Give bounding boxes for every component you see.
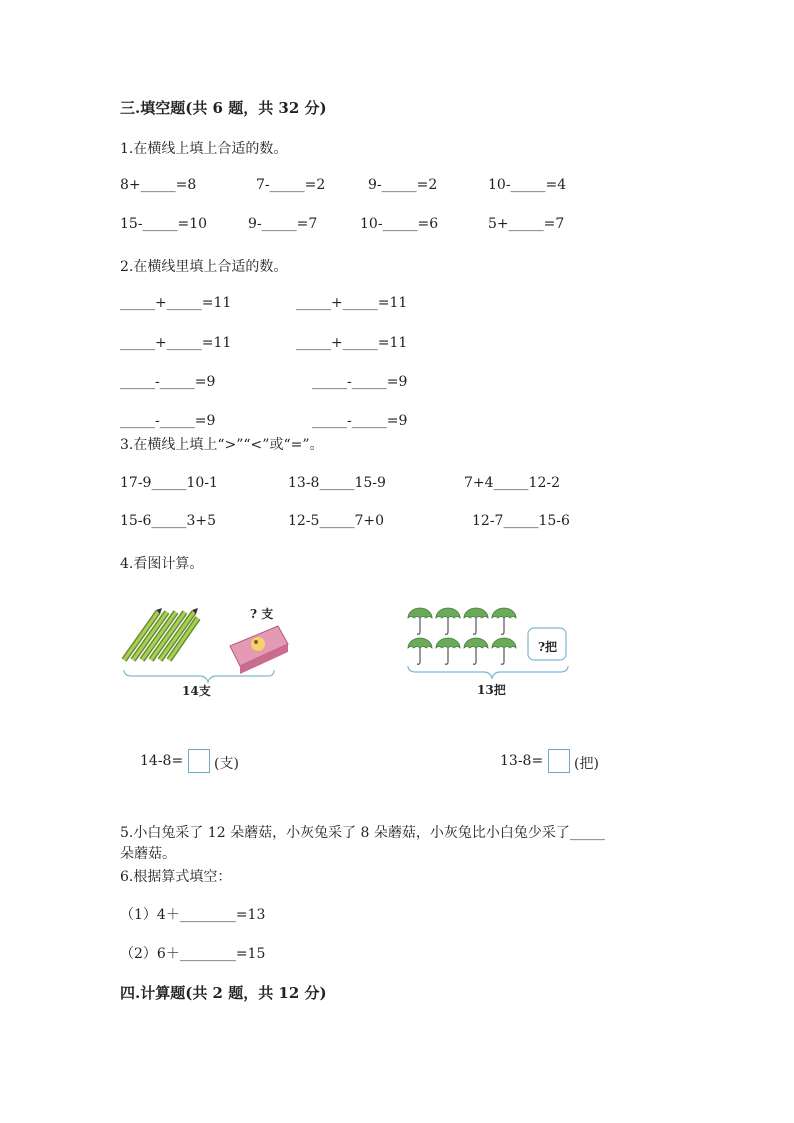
- question-3-prompt: 3.在横线上填上“>”“<”或“=”。: [120, 437, 324, 453]
- q2-item: _____-_____=9: [312, 413, 408, 429]
- q3-item: 15-6_____3+5: [120, 513, 216, 529]
- umbrella-icon: [436, 638, 460, 664]
- q2-item: _____+_____=11: [296, 295, 408, 311]
- q3-item: 13-8_____15-9: [288, 475, 386, 491]
- q1-item: 15-_____=10: [120, 216, 208, 232]
- q1-item: 10-_____=4: [488, 177, 567, 193]
- umbrella-icon: [408, 638, 432, 664]
- question-6-prompt: 6.根据算式填空：: [120, 869, 232, 885]
- q2-item: _____+_____=11: [120, 295, 232, 311]
- question-5-text: 5.小白兔采了 12 朵蘑菇，小灰兔采了 8 朵蘑菇，小灰兔比小白兔少采了_____: [120, 825, 605, 841]
- umbrella-icon: [464, 638, 488, 664]
- q3-item: 7+4_____12-2: [464, 475, 560, 491]
- total-label: 14支: [182, 684, 211, 698]
- answer-box[interactable]: [188, 749, 210, 773]
- question-mark-label: ?把: [538, 640, 558, 654]
- unit-label: (把): [574, 756, 599, 772]
- q2-item: _____-_____=9: [120, 413, 216, 429]
- umbrella-icon: [492, 608, 516, 634]
- umbrella-icon: [464, 608, 488, 634]
- q1-item: 5+_____=7: [488, 216, 565, 232]
- q3-item: 12-5_____7+0: [288, 513, 384, 529]
- unit-label: (支): [214, 756, 239, 772]
- total-label: 13把: [477, 683, 506, 697]
- question-mark-label: ? 支: [250, 607, 274, 621]
- umbrella-icon: [492, 638, 516, 664]
- q1-item: 10-_____=6: [360, 216, 439, 232]
- section-title: 四.计算题(共 2 题，共 12 分): [120, 984, 327, 1002]
- brace: [124, 670, 274, 682]
- q2-item: _____-_____=9: [120, 374, 216, 390]
- q2-item: _____+_____=11: [296, 335, 408, 351]
- q3-item: 12-7_____15-6: [472, 513, 570, 529]
- question-2-prompt: 2.在横线里填上合适的数。: [120, 259, 288, 275]
- q1-item: 9-_____=2: [368, 177, 438, 193]
- q2-item: _____-_____=9: [312, 374, 408, 390]
- q1-item: 9-_____=7: [248, 216, 318, 232]
- section-title: 三.填空题(共 6 题，共 32 分): [120, 99, 327, 117]
- q1-item: 7-_____=2: [256, 177, 326, 193]
- question-4-prompt: 4.看图计算。: [120, 556, 204, 572]
- brace: [408, 666, 568, 678]
- equation-left: 14-8=: [140, 753, 184, 769]
- q3-item: 17-9_____10-1: [120, 475, 218, 491]
- q1-item: 8+_____=8: [120, 177, 197, 193]
- q2-item: _____+_____=11: [120, 335, 232, 351]
- answer-box[interactable]: [548, 749, 570, 773]
- question-5-text-cont: 朵蘑菇。: [120, 846, 176, 862]
- question-1-prompt: 1.在横线上填上合适的数。: [120, 141, 288, 157]
- q6-item: （1）4＋________=13: [120, 907, 266, 923]
- umbrella-icon: [408, 608, 432, 634]
- umbrella-icon: [436, 608, 460, 634]
- pencil-case-icon: [230, 626, 288, 674]
- q6-item: （2）6＋________=15: [120, 946, 266, 962]
- equation-right: 13-8=: [500, 753, 544, 769]
